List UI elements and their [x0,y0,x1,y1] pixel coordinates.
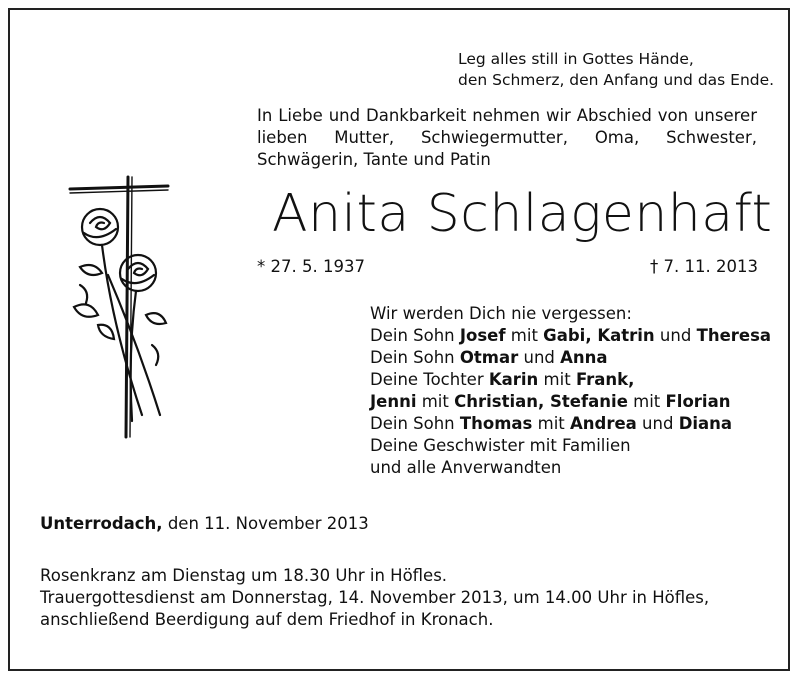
motto [458,49,774,91]
notice-date: den 11. November 2013 [162,514,369,533]
family-line-2: Dein Sohn Otmar und Anna [370,348,608,367]
family-line-6: Deine Geschwister mit Familien [370,436,631,455]
town: Unterrodach, [40,514,163,533]
deceased-name: Anita Schlagenhaft [272,184,773,244]
service-notes [40,565,709,631]
note-service: Trauergottesdienst am Donnerstag, 14. November 2013, um 14.00 Uhr in Höfles, [40,588,710,607]
family-line-4: Jenni mit Christian, Stefanie mit Florian [370,392,731,411]
motto-line-1: Leg alles still in Gottes Hände, [458,50,694,68]
family-line-3: Deine Tochter Karin mit Frank, [370,370,635,389]
note-burial: anschließend Beerdigung auf dem Friedhof in Kronach. [40,610,494,629]
family-line-5: Dein Sohn Thomas mit Andrea und Diana [370,414,733,433]
family-list [370,303,771,479]
intro-text: In Liebe und Dankbarkeit nehmen wir Abschied von unserer lieben Mutter, Schwiegermutter, Oma, Schwester, Schwägerin, Tante und Patin [257,106,757,169]
cross-with-roses-icon [60,175,170,440]
note-rosary: Rosenkranz am Dienstag um 18.30 Uhr in Höfles. [40,566,448,585]
motto-line-2: den Schmerz, den Anfang und das Ende. [458,71,775,89]
family-line-7: und alle Anverwandten [370,458,562,477]
place-date-line [40,513,369,535]
birth-date: * 27. 5. 1937 [257,257,365,276]
family-line-1: Dein Sohn Josef mit Gabi, Katrin und Theresa [370,326,772,345]
death-date: † 7. 11. 2013 [650,257,758,276]
family-lead: Wir werden Dich nie vergessen: [370,304,632,323]
